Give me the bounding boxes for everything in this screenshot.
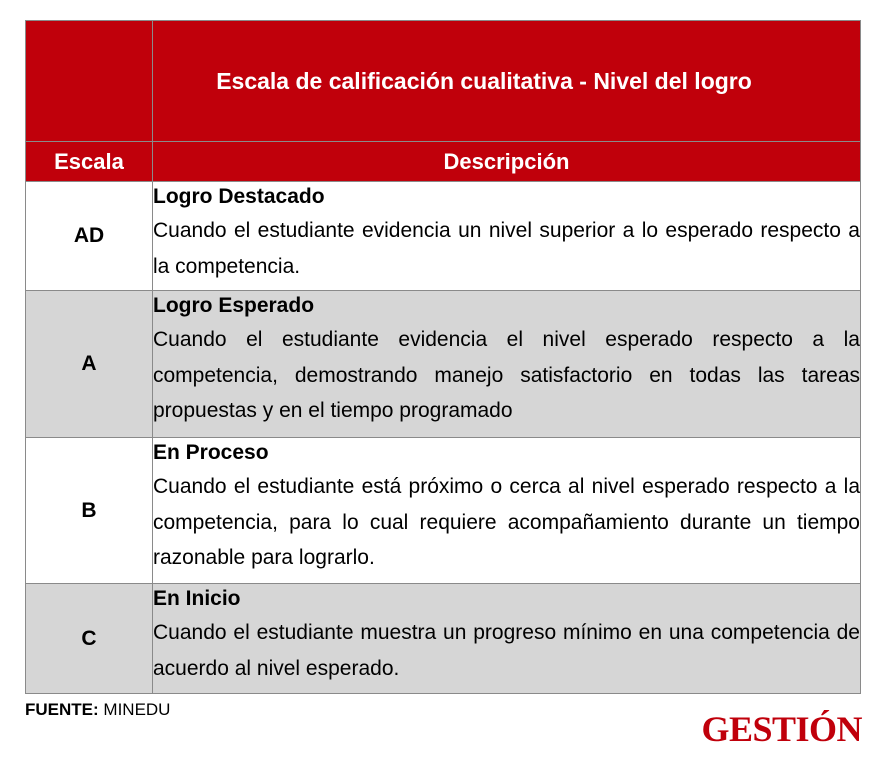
header-row: [26, 142, 861, 182]
scale-code: A: [26, 291, 153, 438]
description-cell: [153, 584, 861, 694]
title-corner-cell: [26, 21, 153, 142]
level-description: Cuando el estudiante muestra un progreso mínimo en una competencia de acuerdo al nivel esperado.: [153, 621, 860, 680]
title-row: [26, 21, 861, 142]
level-name: En Proceso: [153, 441, 269, 464]
scale-code: AD: [26, 182, 153, 291]
table-row: [26, 438, 861, 584]
scale-code: C: [26, 584, 153, 694]
source-note: [25, 700, 170, 720]
grading-scale-table: [25, 20, 861, 694]
description-cell: [153, 438, 861, 584]
level-name: Logro Destacado: [153, 185, 325, 208]
table-row: [26, 291, 861, 438]
source-value: MINEDU: [103, 700, 171, 719]
header-description: Descripción: [153, 142, 861, 182]
source-label: FUENTE:: [25, 700, 99, 719]
level-description: Cuando el estudiante está próximo o cerca al nivel esperado respecto a la competencia, para lo cual requiere acompañamiento durante un tiempo razonable para lograrlo.: [153, 475, 860, 569]
scale-code: B: [26, 438, 153, 584]
level-description: Cuando el estudiante evidencia un nivel superior a lo esperado respecto a la competencia.: [153, 219, 860, 278]
gestion-logo: GESTIÓN: [701, 709, 862, 749]
level-description: Cuando el estudiante evidencia el nivel esperado respecto a la competencia, demostrando manejo satisfactorio en todas las tareas propuestas y en el tiempo programado: [153, 328, 860, 422]
level-name: En Inicio: [153, 587, 241, 610]
description-cell: [153, 182, 861, 291]
table-row: [26, 182, 861, 291]
level-name: Logro Esperado: [153, 294, 315, 317]
table-row: [26, 584, 861, 694]
description-cell: [153, 291, 861, 438]
header-scale: Escala: [26, 142, 153, 182]
table-title: Escala de calificación cualitativa - Nivel del logro: [153, 21, 861, 142]
